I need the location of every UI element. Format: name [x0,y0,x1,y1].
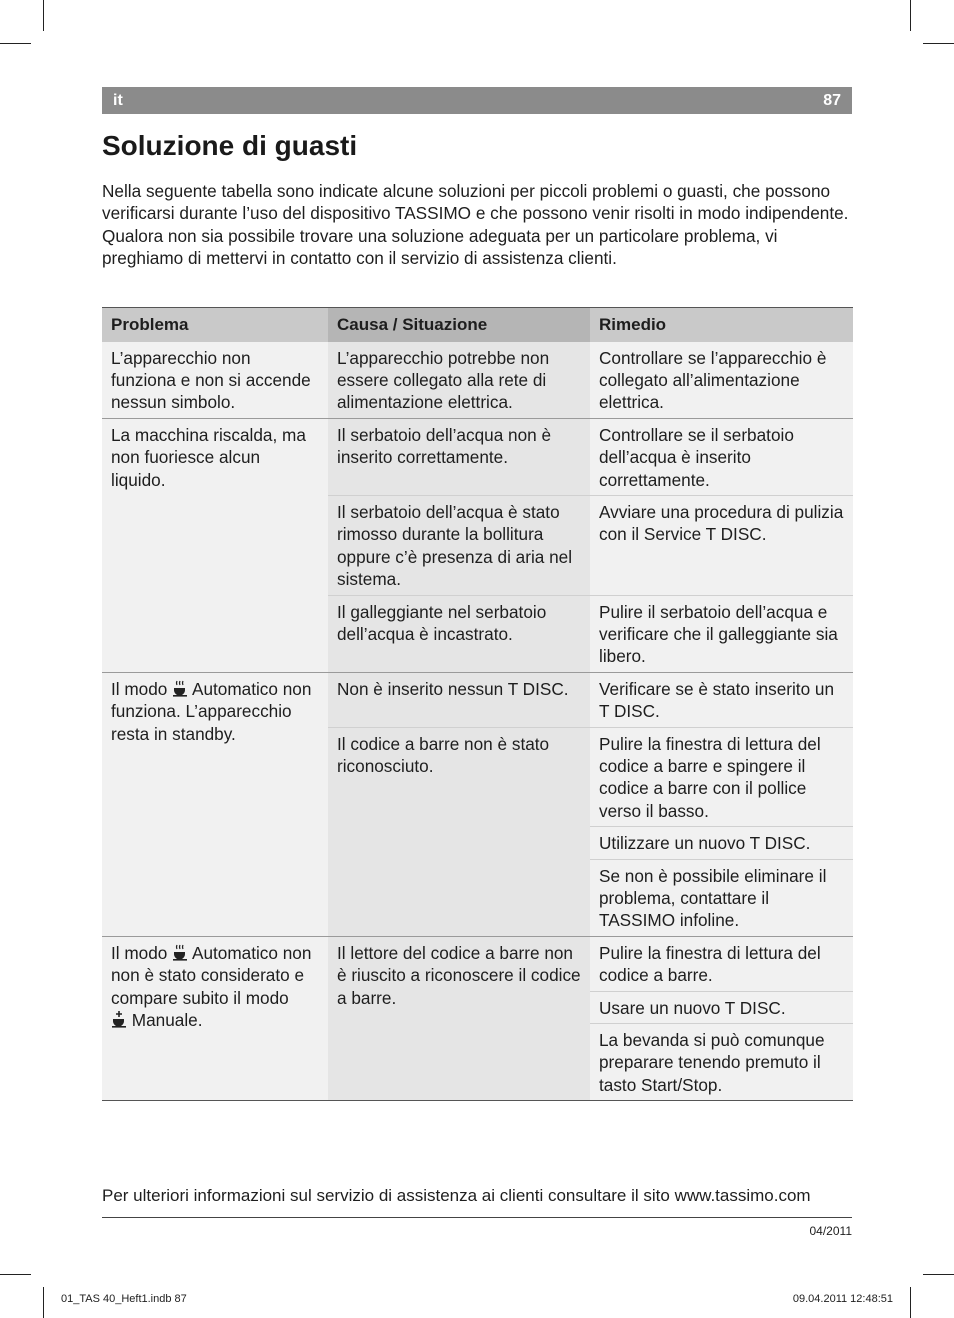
remedy-cell: Controllare se l’apparecchio è collegato all’alimentazione elettrica. [590,342,853,419]
troubleshooting-table [102,307,853,1101]
table-row [102,418,853,495]
crop-mark [910,1287,911,1318]
remedy-cell: Controllare se il serbatoio dell’acqua è inserito correttamente. [590,418,853,495]
crop-mark [43,1287,44,1318]
remedy-cell: Se non è possibile eliminare il problema, contattare il TASSIMO infoline. [590,859,853,936]
cause-cell: Non è inserito nessun T DISC. [328,672,590,727]
intro-paragraph: Nella seguente tabella sono indicate alcune soluzioni per piccoli problemi o guasti, che possono verificarsi durante l’uso del dispositivo TASSIMO e che possono venir risolti in modo indipendente. Qualora non sia possibile trovare una soluzione adeguata per un particolare problema, vi preghiamo di mettervi in contatto con il servizio di assistenza clienti. [102,181,849,269]
problem-cell: L’apparecchio non funziona e non si accende nessun simbolo. [102,342,328,419]
page-number: 87 [823,91,841,109]
remedy-cell: La bevanda si può comunque preparare tenendo premuto il tasto Start/Stop. [590,1024,853,1101]
remedy-cell: Verificare se è stato inserito un T DISC. [590,672,853,727]
problem-cell [102,936,328,1100]
problem-text: Automatico non non è stato considerato e compare subito il modo [111,942,312,1008]
cause-cell: Il serbatoio dell’acqua non è inserito correttamente. [328,418,590,495]
table-row [102,342,853,419]
problem-text: Il modo [111,942,168,963]
remedy-cell: Pulire la finestra di lettura del codice a barre e spingere il codice a barre con il pollice verso il basso. [590,727,853,827]
cause-cell: L’apparecchio potrebbe non essere collegato alla rete di alimentazione elettrica. [328,342,590,419]
table-header-row [102,308,853,342]
remedy-cell: Utilizzare un nuovo T DISC. [590,827,853,859]
cup-steam-icon [172,680,188,698]
cause-cell: Il serbatoio dell’acqua è stato rimosso durante la bollitura oppure c’è presenza di aria nel sistema. [328,495,590,595]
crop-mark [0,1274,31,1275]
column-header-problem: Problema [102,308,328,342]
problem-text: Manuale. [131,1010,203,1031]
cup-plus-icon [111,1011,127,1029]
table-row [102,672,853,727]
crop-mark [923,1274,954,1275]
print-slug-timestamp: 09.04.2011 12:48:51 [792,1293,893,1305]
footer-info: Per ulteriori informazioni sul servizio di assistenza ai clienti consultare il sito www.tassimo.com [102,1186,811,1205]
page-title: Soluzione di guasti [102,130,358,161]
crop-mark [923,43,954,44]
cause-cell: Il galleggiante nel serbatoio dell’acqua è incastrato. [328,595,590,672]
column-header-cause: Causa / Situazione [328,308,590,342]
remedy-cell: Avviare una procedura di pulizia con il Service T DISC. [590,495,853,595]
cup-steam-icon [172,944,188,962]
crop-mark [0,43,31,44]
crop-mark [43,0,44,31]
problem-text: Automatico non funziona. L’apparecchio resta in standby. [111,678,312,744]
print-slug-file: 01_TAS 40_Heft1.indb 87 [61,1293,187,1305]
remedy-cell: Pulire il serbatoio dell’acqua e verificare che il galleggiante sia libero. [590,595,853,672]
column-header-remedy: Rimedio [590,308,853,342]
remedy-cell: Pulire la finestra di lettura del codice a barre. [590,936,853,991]
remedy-cell: Usare un nuovo T DISC. [590,991,853,1023]
problem-cell: La macchina riscalda, ma non fuoriesce alcun liquido. [102,418,328,672]
problem-text: Il modo [111,678,168,699]
problem-cell [102,672,328,936]
footer-divider [102,1217,852,1218]
cause-cell: Il codice a barre non è stato riconosciuto. [328,727,590,936]
cause-cell: Il lettore del codice a barre non è riuscito a riconoscere il codice a barre. [328,936,590,1100]
crop-mark [910,0,911,31]
table-row [102,936,853,991]
language-code: it [113,91,123,109]
page-header-bar [102,87,852,114]
footer-date: 04/2011 [809,1224,852,1238]
